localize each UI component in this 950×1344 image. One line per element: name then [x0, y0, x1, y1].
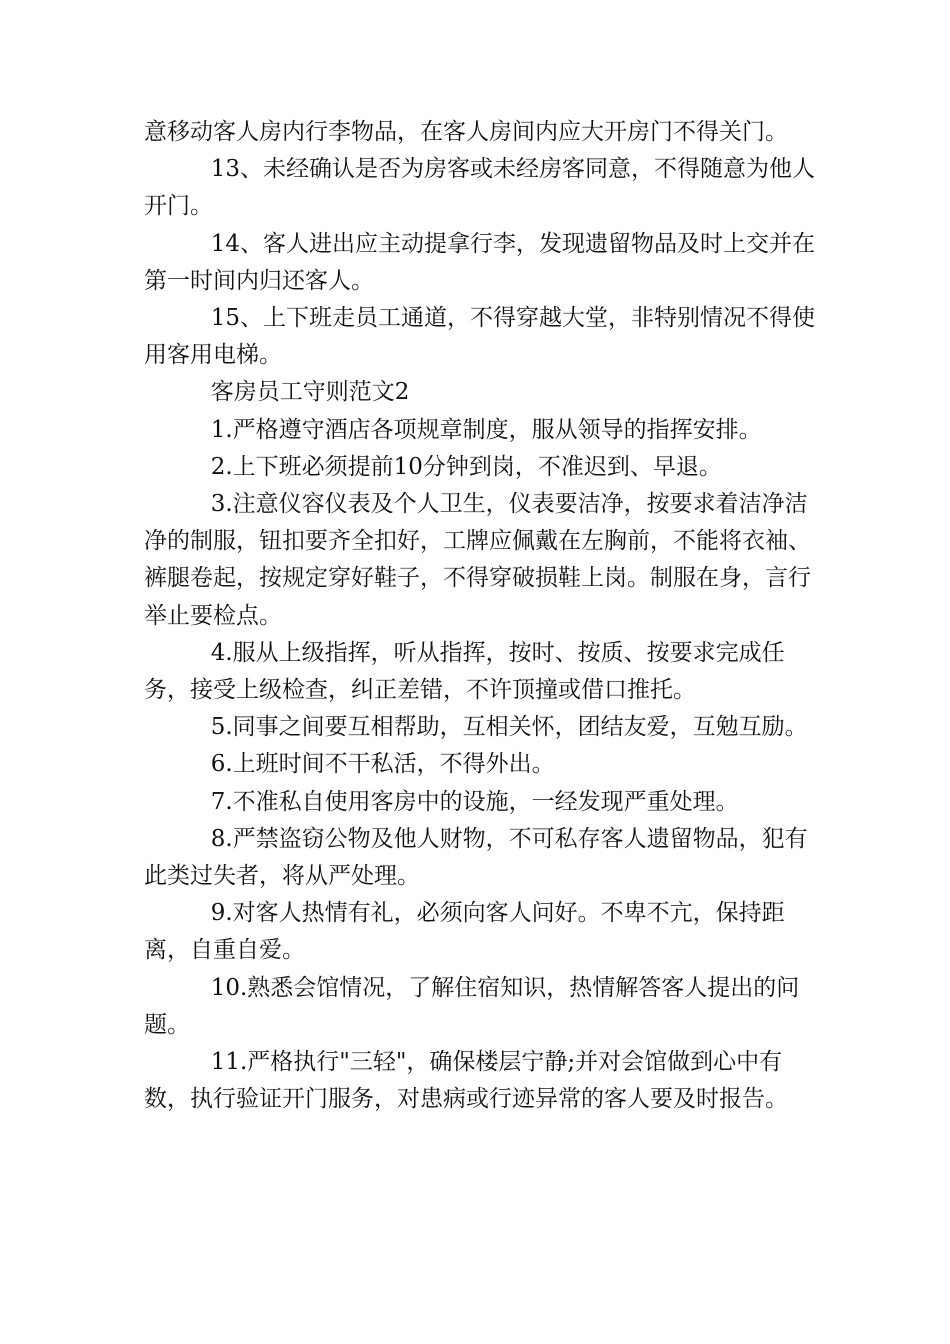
rule-1: 1.严格遵守酒店各项规章制度，服从领导的指挥安排。	[210, 416, 762, 443]
section-heading: 客房员工守则范文2	[210, 379, 410, 406]
rule-8: 8.严禁盗窃公物及他人财物，不可私存客人遗留物品，犯有此类过失者，将从严处理。	[144, 825, 808, 890]
rule-9: 9.对客人热情有礼，必须向客人问好。不卑不亢，保持距离，自重自爱。	[144, 900, 785, 964]
rule-14: 14、客人进出应主动提拿行李，发现遗留物品及时上交并在第一时间内归还客人。	[144, 230, 815, 294]
paragraph-continuation: 意移动客人房内行李物品，在客人房间内应大开房门不得关门。	[144, 119, 788, 145]
rule-2: 2.上下班必须提前10分钟到岗，不准迟到、早退。	[210, 453, 722, 480]
document-body	[144, 114, 824, 1118]
rule-6: 6.上班时间不干私活，不得外出。	[210, 751, 555, 778]
rule-15: 15、上下班走员工通道，不得穿越大堂，非特别情况不得使用客用电梯。	[144, 305, 815, 369]
rule-5: 5.同事之间要互相帮助，互相关怀，团结友爱，互勉互励。	[210, 714, 808, 741]
rule-13: 13、未经确认是否为房客或未经房客同意，不得随意为他人开门。	[144, 156, 815, 220]
rule-4: 4.服从上级指挥，听从指挥，按时、按质、按要求完成任务，接受上级检查，纠正差错，不许顶撞或借口推托。	[144, 639, 785, 704]
rule-11: 11.严格执行"三轻"，确保楼层宁静;并对会馆做到心中有数，执行验证开门服务，对患病或行迹异常的客人要及时报告。	[144, 1049, 788, 1113]
rule-10: 10.熟悉会馆情况，了解住宿知识，热情解答客人提出的问题。	[144, 974, 800, 1038]
rule-7: 7.不准私自使用客房中的设施，一经发现严重处理。	[210, 788, 739, 815]
rule-3: 3.注意仪容仪表及个人卫生，仪表要洁净，按要求着洁净洁净的制服，钮扣要齐全扣好，工牌应佩戴在左胸前，不能将衣袖、裤腿卷起，按规定穿好鞋子，不得穿破损鞋上岗。制服在身，言行举止要检点。	[144, 491, 811, 629]
